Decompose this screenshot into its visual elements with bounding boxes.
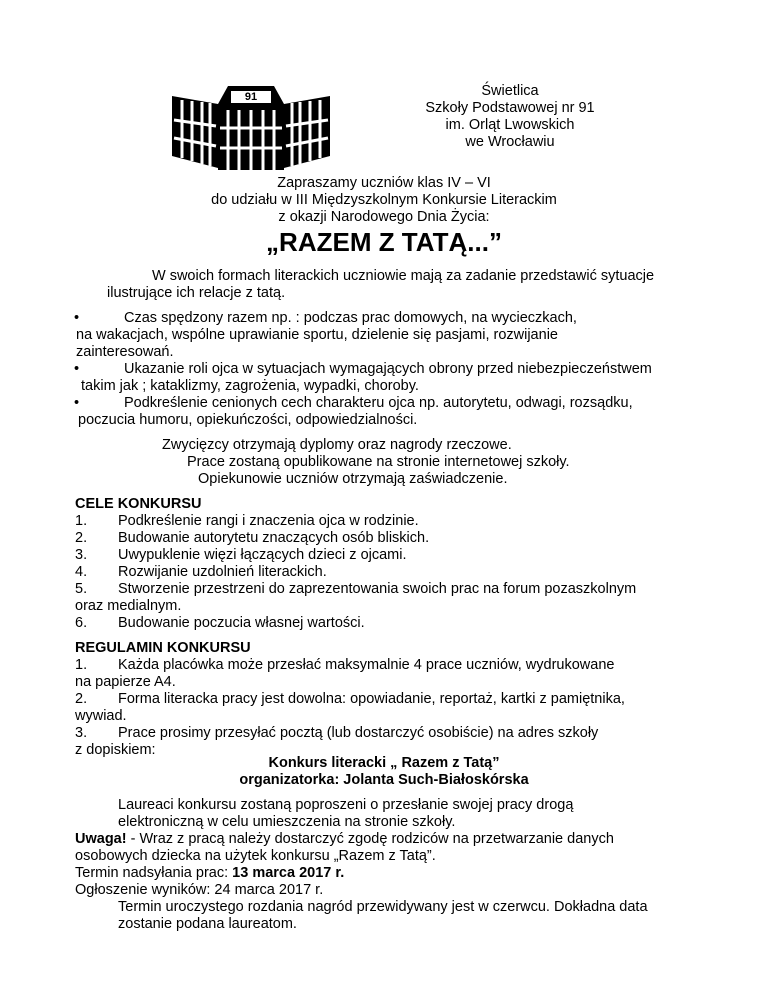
invitation: [0, 175, 768, 226]
goal-number: 1.: [75, 513, 88, 529]
logo-number: 91: [244, 91, 258, 103]
header-line: Świetlica: [481, 83, 539, 99]
rule-text: Każda placówka może przesłać maksymalnie 4 prace uczniów, wydrukowane: [118, 657, 615, 673]
note-line: [75, 831, 614, 848]
invite-line: Zapraszamy uczniów klas IV – VI: [277, 175, 491, 191]
goal-number: 2.: [75, 530, 88, 546]
note-label: Uwaga!: [75, 831, 127, 847]
bullet-text: Ukazanie roli ojca w sytuacjach wymagających obrony przed niebezpieczeństwem: [124, 361, 652, 377]
note-line: osobowych dziecka na użytek konkursu „Razem z Tatą”.: [75, 848, 436, 864]
header-line: Szkoły Podstawowej nr 91: [425, 100, 595, 116]
intro-line: W swoich formach literackich uczniowie mają za zadanie przedstawić sytuacje: [152, 268, 655, 284]
goal-text: Budowanie poczucia własnej wartości.: [118, 615, 365, 631]
bullet-marker: •: [74, 395, 80, 411]
bullet-text: poczucia humoru, opiekuńczości, odpowiedzialności.: [78, 412, 418, 428]
bullet-marker: •: [74, 310, 80, 326]
school-header: [380, 83, 640, 151]
rule-text: na papierze A4.: [75, 674, 176, 690]
results-line: Ogłoszenie wyników: 24 marca 2017 r.: [75, 882, 324, 898]
contest-title: „RAZEM Z TATĄ...”: [266, 227, 502, 257]
address-line: Konkurs literacki „ Razem z Tatą”: [268, 755, 500, 771]
award-line: Zwycięzcy otrzymają dyplomy oraz nagrody rzeczowe.: [162, 437, 512, 453]
goals-heading: CELE KONKURSU: [75, 496, 202, 512]
goal-text: Stworzenie przestrzeni do zaprezentowania swoich prac na forum pozaszkolnym: [118, 581, 637, 597]
bullet-text: zainteresowań.: [76, 344, 174, 360]
deadline-label: Termin nadsyłania prac:: [75, 865, 233, 881]
rule-text: wywiad.: [75, 708, 127, 724]
goal-text: Podkreślenie rangi i znaczenia ojca w rodzinie.: [118, 513, 419, 529]
award-line: Prace zostaną opublikowane na stronie internetowej szkoły.: [187, 454, 570, 470]
invite-line: do udziału w III Międzyszkolnym Konkursie Literackim: [211, 192, 557, 208]
rule-number: 3.: [75, 725, 88, 741]
rule-number: 1.: [75, 657, 88, 673]
goal-number: 4.: [75, 564, 88, 580]
rule-text: Prace prosimy przesyłać pocztą (lub dostarczyć osobiście) na adres szkoły: [118, 725, 599, 741]
award-line: Opiekunowie uczniów otrzymają zaświadczenie.: [198, 471, 508, 487]
address-line: organizatorka: Jolanta Such-Białoskórska: [239, 772, 529, 788]
intro-line: ilustrujące ich relacje z tatą.: [107, 285, 286, 301]
ceremony-line: zostanie podana laureatom.: [118, 916, 297, 932]
rule-text: Forma literacka pracy jest dowolna: opowiadanie, reportaż, kartki z pamiętnika,: [118, 691, 625, 707]
goal-text: oraz medialnym.: [75, 598, 182, 614]
goal-text: Budowanie autorytetu znaczących osób bliskich.: [118, 530, 430, 546]
ceremony-line: Termin uroczystego rozdania nagród przewidywany jest w czerwcu. Dokładna data: [118, 899, 648, 915]
laureates-line: Laureaci konkursu zostaną poproszeni o przesłanie swojej pracy drogą: [118, 797, 574, 813]
header-line: im. Orląt Lwowskich: [445, 117, 575, 133]
goal-number: 5.: [75, 581, 88, 597]
bullet-text: Podkreślenie cenionych cech charakteru ojca np. autorytetu, odwagi, rozsądku,: [124, 395, 633, 411]
bullet-marker: •: [74, 361, 80, 377]
school-logo: [168, 76, 334, 174]
invite-line: z okazji Narodowego Dnia Życia:: [278, 209, 490, 225]
goal-text: Uwypuklenie więzi łączących dzieci z ojcami.: [118, 547, 407, 563]
rule-text: z dopiskiem:: [75, 742, 156, 758]
bullet-text: takim jak ; kataklizmy, zagrożenia, wypadki, choroby.: [81, 378, 419, 394]
rule-number: 2.: [75, 691, 88, 707]
deadline-date: 13 marca 2017 r.: [232, 865, 345, 881]
rules-heading: REGULAMIN KONKURSU: [75, 640, 251, 656]
laureates-line: elektroniczną w celu umieszczenia na stronie szkoły.: [118, 814, 456, 830]
deadline-line: [75, 865, 344, 882]
goal-text: Rozwijanie uzdolnień literackich.: [118, 564, 327, 580]
bullet-text: na wakacjach, wspólne uprawianie sportu, dzielenie się pasjami, rozwijanie: [76, 327, 558, 343]
goal-number: 3.: [75, 547, 88, 563]
bullet-text: Czas spędzony razem np. : podczas prac domowych, na wycieczkach,: [124, 310, 577, 326]
note-text: - Wraz z pracą należy dostarczyć zgodę rodziców na przetwarzanie danych: [126, 831, 614, 847]
header-line: we Wrocławiu: [465, 134, 555, 150]
goal-number: 6.: [75, 615, 88, 631]
